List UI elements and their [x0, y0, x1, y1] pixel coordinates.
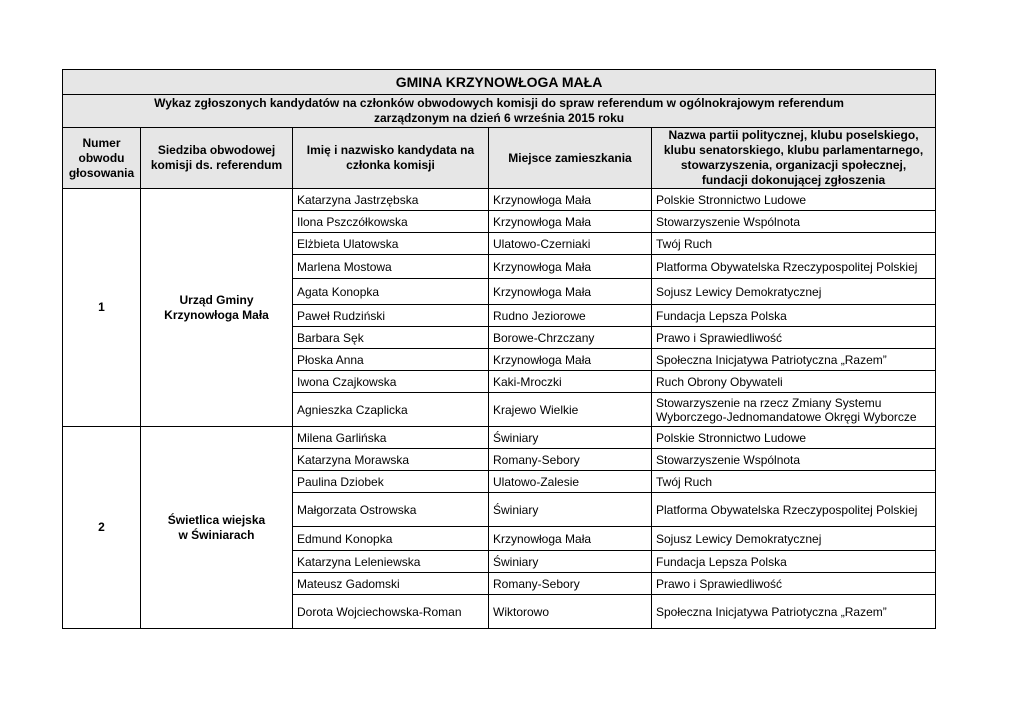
commission-seat: [141, 189, 293, 427]
nominating-organization: [652, 595, 936, 629]
candidate-name: Dorota Wojciechowska-Roman: [293, 595, 489, 629]
district-number: 2: [63, 427, 141, 629]
candidate-residence: Krzynowłoga Mała: [489, 349, 652, 371]
header-residence-line: Miejsce zamieszkania: [508, 150, 632, 165]
commission-seat-line: Świetlica wiejska: [167, 512, 266, 527]
nominating-organization-line: Wyborczego-Jednomandatowe Okręgi Wyborcze: [656, 409, 917, 424]
commission-seat-line: w Świniarach: [178, 527, 255, 542]
header-number-line: Numer: [82, 135, 121, 150]
candidate-name: Paweł Rudziński: [293, 305, 489, 327]
commission-seat-line: Urząd Gminy: [179, 292, 254, 307]
subtitle-line-2: zarządzonym na dzień 6 września 2015 roku: [373, 111, 625, 125]
candidate-name: Edmund Konopka: [293, 527, 489, 551]
candidate-residence: Krajewo Wielkie: [489, 393, 652, 427]
nominating-organization-line: Ruch Obrony Obywateli: [656, 374, 783, 389]
candidate-residence: Borowe-Chrzczany: [489, 327, 652, 349]
nominating-organization-line: Fundacja Lepsza Polska: [656, 308, 787, 323]
nominating-organization: [652, 471, 936, 493]
commission-seat-line: Krzynowłoga Mała: [164, 307, 269, 322]
nominating-organization: [652, 305, 936, 327]
nominating-organization: [652, 427, 936, 449]
candidate-residence: Ulatowo-Zalesie: [489, 471, 652, 493]
candidate-residence: Krzynowłoga Mała: [489, 189, 652, 211]
nominating-organization: [652, 279, 936, 305]
nominating-organization-line: Prawo i Sprawiedliwość: [656, 330, 783, 345]
candidate-residence: Krzynowłoga Mała: [489, 527, 652, 551]
candidate-name: Ilona Pszczółkowska: [293, 211, 489, 233]
header-party-line: fundacji dokonującej zgłoszenia: [701, 173, 886, 187]
candidate-residence: Kaki-Mroczki: [489, 371, 652, 393]
nominating-organization-line: Stowarzyszenie Wspólnota: [656, 214, 801, 229]
nominating-organization-line: Prawo i Sprawiedliwość: [656, 576, 783, 591]
header-name-line: członka komisji: [346, 158, 435, 172]
table-row: [63, 427, 936, 449]
candidate-name: Katarzyna Morawska: [293, 449, 489, 471]
nominating-organization: [652, 255, 936, 279]
nominating-organization: [652, 189, 936, 211]
candidates-table: [62, 69, 936, 629]
header-number-line: obwodu: [78, 150, 125, 165]
nominating-organization-line: Fundacja Lepsza Polska: [656, 554, 787, 569]
candidate-residence: Rudno Jeziorowe: [489, 305, 652, 327]
nominating-organization: [652, 393, 936, 427]
header-seat: [141, 128, 293, 189]
candidate-name: Iwona Czajkowska: [293, 371, 489, 393]
candidate-residence: Krzynowłoga Mała: [489, 279, 652, 305]
document-title: GMINA KRZYNOWŁOGA MAŁA: [63, 70, 936, 95]
nominating-organization-line: Platforma Obywatelska Rzeczypospolitej Polskiej: [656, 502, 918, 517]
candidate-residence: Świniary: [489, 551, 652, 573]
nominating-organization: [652, 573, 936, 595]
header-party-line: klubu senatorskiego, klubu parlamentarnego,: [663, 143, 924, 157]
nominating-organization-line: Sojusz Lewicy Demokratycznej: [656, 531, 822, 546]
candidate-residence: Romany-Sebory: [489, 449, 652, 471]
candidate-name: Mateusz Gadomski: [293, 573, 489, 595]
document-subtitle: [63, 95, 936, 128]
nominating-organization: [652, 327, 936, 349]
candidate-name: Płoska Anna: [293, 349, 489, 371]
candidate-residence: Krzynowłoga Mała: [489, 255, 652, 279]
nominating-organization: [652, 551, 936, 573]
candidate-residence: Świniary: [489, 493, 652, 527]
header-party-line: Nazwa partii politycznej, klubu poselskiego,: [668, 128, 919, 142]
header-party: [652, 128, 936, 189]
nominating-organization: [652, 233, 936, 255]
candidate-name: Katarzyna Jastrzębska: [293, 189, 489, 211]
candidate-residence: Romany-Sebory: [489, 573, 652, 595]
header-seat-line: komisji ds. referendum: [150, 158, 283, 172]
header-name: [293, 128, 489, 189]
nominating-organization-line: Twój Ruch: [656, 236, 713, 251]
candidate-name: Katarzyna Leleniewska: [293, 551, 489, 573]
header-party-line: stowarzyszenia, organizacji społecznej,: [680, 158, 907, 172]
nominating-organization: [652, 449, 936, 471]
nominating-organization-line: Polskie Stronnictwo Ludowe: [656, 192, 807, 207]
nominating-organization: [652, 493, 936, 527]
nominating-organization-line: Stowarzyszenie Wspólnota: [656, 452, 801, 467]
header-number: [63, 128, 141, 189]
candidate-residence: Krzynowłoga Mała: [489, 211, 652, 233]
candidate-name: Marlena Mostowa: [293, 255, 489, 279]
candidate-name: Paulina Dziobek: [293, 471, 489, 493]
commission-seat: [141, 427, 293, 629]
candidate-name: Agnieszka Czaplicka: [293, 393, 489, 427]
candidate-residence: Wiktorowo: [489, 595, 652, 629]
header-number-line: głosowania: [68, 165, 135, 180]
nominating-organization: [652, 527, 936, 551]
candidate-residence: Ulatowo-Czerniaki: [489, 233, 652, 255]
nominating-organization-line: Sojusz Lewicy Demokratycznej: [656, 284, 822, 299]
nominating-organization-line: Społeczna Inicjatywa Patriotyczna „Razem”: [656, 604, 887, 619]
candidate-name: Małgorzata Ostrowska: [293, 493, 489, 527]
candidate-residence: Świniary: [489, 427, 652, 449]
header-name-line: Imię i nazwisko kandydata na: [306, 143, 475, 157]
nominating-organization-line: Społeczna Inicjatywa Patriotyczna „Razem”: [656, 352, 887, 367]
nominating-organization: [652, 211, 936, 233]
nominating-organization: [652, 349, 936, 371]
candidate-name: Barbara Sęk: [293, 327, 489, 349]
nominating-organization: [652, 371, 936, 393]
subtitle-line-1: Wykaz zgłoszonych kandydatów na członków obwodowych komisji do spraw referendum w ogólnokrajowym referendum: [154, 96, 844, 110]
candidate-name: Elżbieta Ulatowska: [293, 233, 489, 255]
nominating-organization-line: Stowarzyszenie na rzecz Zmiany Systemu: [656, 395, 882, 410]
candidate-name: Agata Konopka: [293, 279, 489, 305]
table-row: [63, 189, 936, 211]
header-seat-line: Siedziba obwodowej: [157, 143, 276, 157]
header-residence: [489, 128, 652, 189]
nominating-organization-line: Polskie Stronnictwo Ludowe: [656, 430, 807, 445]
nominating-organization-line: Platforma Obywatelska Rzeczypospolitej Polskiej: [656, 259, 918, 274]
district-number: 1: [63, 189, 141, 427]
candidate-name: Milena Garlińska: [293, 427, 489, 449]
nominating-organization-line: Twój Ruch: [656, 474, 713, 489]
